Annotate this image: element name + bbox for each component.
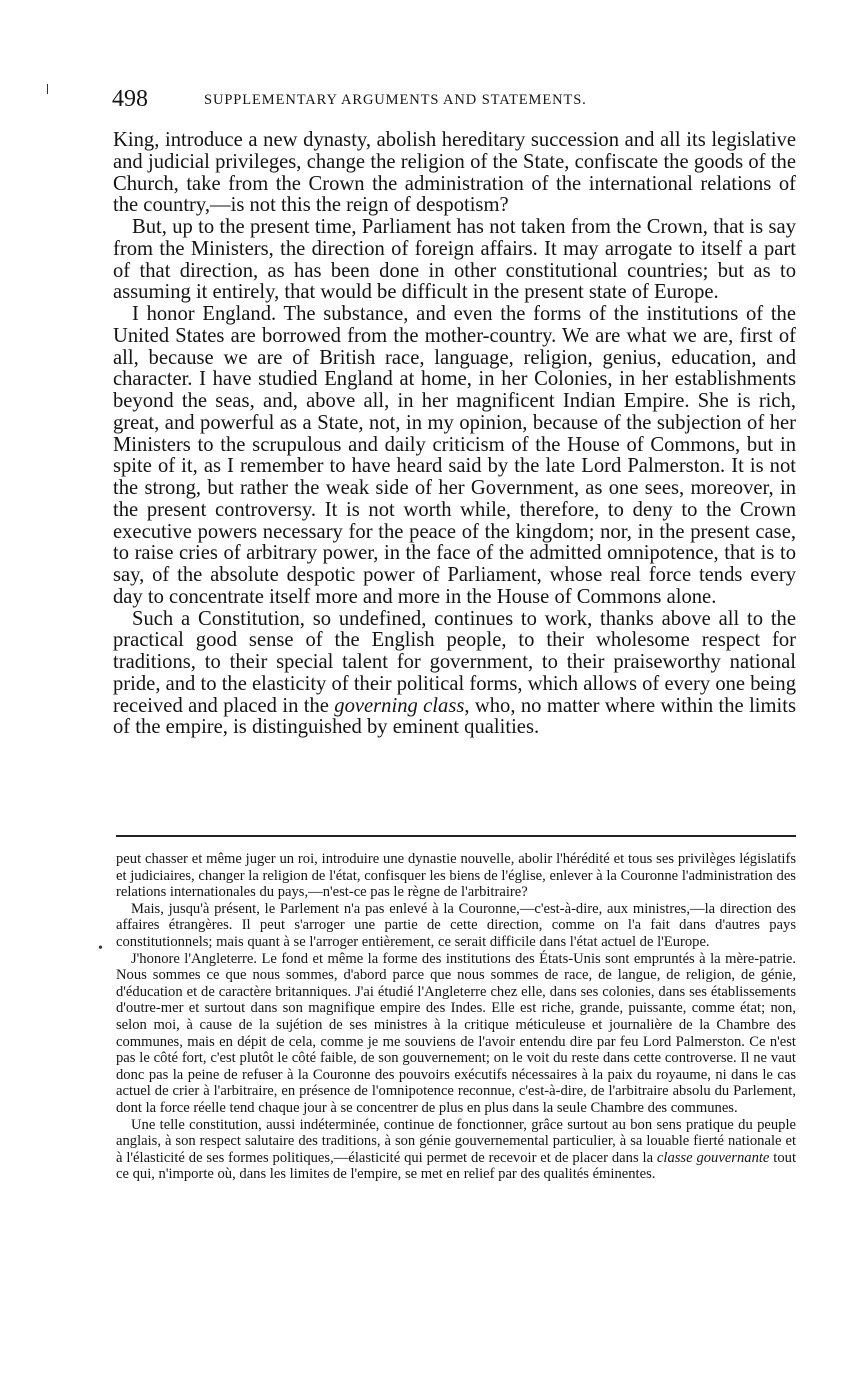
footnote-paragraph-4-text-b: tout ce qui, n'importe où, dans les limites de l'empire, se met en relief par des qualités éminentes. [116, 1149, 796, 1183]
french-footnote-text [116, 851, 796, 1183]
footnote-paragraph-4 [116, 1117, 796, 1183]
main-paragraph-3: I honor England. The substance, and even the forms of the institutions of the United States are borrowed from the mother-country. We are what we are, first of all, because we are of British race, language, religion, genius, education, and character. I have studied England at home, in her Colonies, in her establishments beyond the seas, and, above all, in her magnificent Indian Empire. She is rich, great, and powerful as a State, not, in my opinion, because of the subjection of her Ministers to the scrupulous and daily criticism of the House of Commons, but in spite of it, as I remember to have heard said by the late Lord Palmerston. It is not the strong, but rather the weak side of her Government, as one sees, moreover, in the present controversy. It is not worth while, therefore, to deny to the Crown executive powers necessary for the peace of the kingdom; nor, in the present case, to raise cries of arbitrary power, in the face of the admitted omnipotence, that is to say, of the absolute despotic power of Parliament, whose real force tends every day to concentrate itself more and more in the House of Commons alone. [113, 303, 796, 608]
page-edge-mark [47, 84, 48, 94]
footnote-paragraph-2: Mais, jusqu'à présent, le Parlement n'a pas enlevé à la Couronne,—c'est-à-dire, aux ministres,—la direction des affaires étrangères. Il peut s'arroger une partie de cette direction, comme on l'a fait dans d'autres pays constitutionnels; mais quant à se l'arroger entièrement, ce serait difficile dans l'état actuel de l'Europe. [116, 900, 796, 950]
main-paragraph-4-italic: governing class [334, 694, 465, 717]
main-paragraph-2: But, up to the present time, Parliament has not taken from the Crown, that is say from the Ministers, the direction of foreign affairs. It may arrogate to itself a part of that direction, as has been done in other constitutional countries; but as to assuming it entirely, that would be difficult in the present state of Europe. [113, 216, 796, 304]
margin-mark: • [98, 941, 103, 956]
page-header [112, 86, 796, 116]
main-text [113, 130, 796, 739]
footnote-paragraph-4-italic: classe gouvernante [656, 1149, 770, 1166]
main-paragraph-1: King, introduce a new dynasty, abolish hereditary succession and all its legislative and judicial privileges, change the religion of the State, confiscate the goods of the Church, take from the Crown the administration of the international relations of the country,—is not this the reign of despotism? [113, 129, 796, 217]
footnote-paragraph-3: J'honore l'Angleterre. Le fond et même la forme des institutions des États-Unis sont empruntés à la mère-patrie. Nous sommes ce que nous sommes, d'abord parce que nous sommes de race, de langue, de religion, de génie, d'éducation et de caractère britanniques. J'ai étudié l'Angleterre chez elle, dans ses colonies, dans ses établissements d'outre-mer et surtout dans son magnifique empire des Indes. Elle est riche, grande, puissante, comme état; non, selon moi, à cause de la sujétion de ses ministres à la critique méticuleuse et journalière de la Chambre des communes, mais en dépit de cela, comme je me souviens de l'avoir entendu dire par feu Lord Palmerston. Ce n'est pas le côté fort, c'est plutôt le côté faible, de son gouvernement; on le voit du reste dans cette controverse. Il ne vaut donc pas la peine de refuser à la Couronne des pouvoirs exécutifs nécessaires à la paix du royaume, ni dans le cas actuel de crier à l'arbitraire, en présence de l'omnipotence reconnue, c'est-à-dire, de l'arbitraire absolu du Parlement, dont la force réelle tend chaque jour à se concentrer de plus en plus dans la seule Chambre des communes. [116, 950, 796, 1116]
running-head: SUPPLEMENTARY ARGUMENTS AND STATEMENTS. [204, 92, 587, 108]
footnote-paragraph-1: peut chasser et même juger un roi, introduire une dynastie nouvelle, abolir l'hérédité et tous ses privilèges législatifs et judiciaires, changer la religion de l'état, confisquer les biens de l'église, enlever à la Couronne l'administration des relations internationales du pays,—n'est-ce pas le règne de l'arbitraire? [116, 851, 796, 901]
page-number: 498 [112, 86, 148, 112]
main-paragraph-4 [113, 609, 796, 740]
footnote-divider [116, 835, 796, 837]
main-paragraph-4-text-b: , who, no matter where within the limits of the empire, is distinguished by eminent qualities. [113, 694, 796, 739]
main-paragraph-4-text-a: Such a Constitution, so undefined, continues to work, thanks above all to the practical good sense of the English people, to their wholesome respect for traditions, to their special talent for government, to their praiseworthy national pride, and to the elasticity of their political forms, which allows of every one being received and placed in the [113, 607, 796, 717]
footnote-paragraph-4-text-a: Une telle constitution, aussi indéterminée, continue de fonctionner, grâce surtout au bon sens pratique du peuple anglais, à son respect salutaire des traditions, à son génie gouvernemental particulier, à sa louable fierté nationale et à l'élasticité de ses formes politiques,—élasticité qui permet de recevoir et de placer dans la [116, 1116, 796, 1166]
